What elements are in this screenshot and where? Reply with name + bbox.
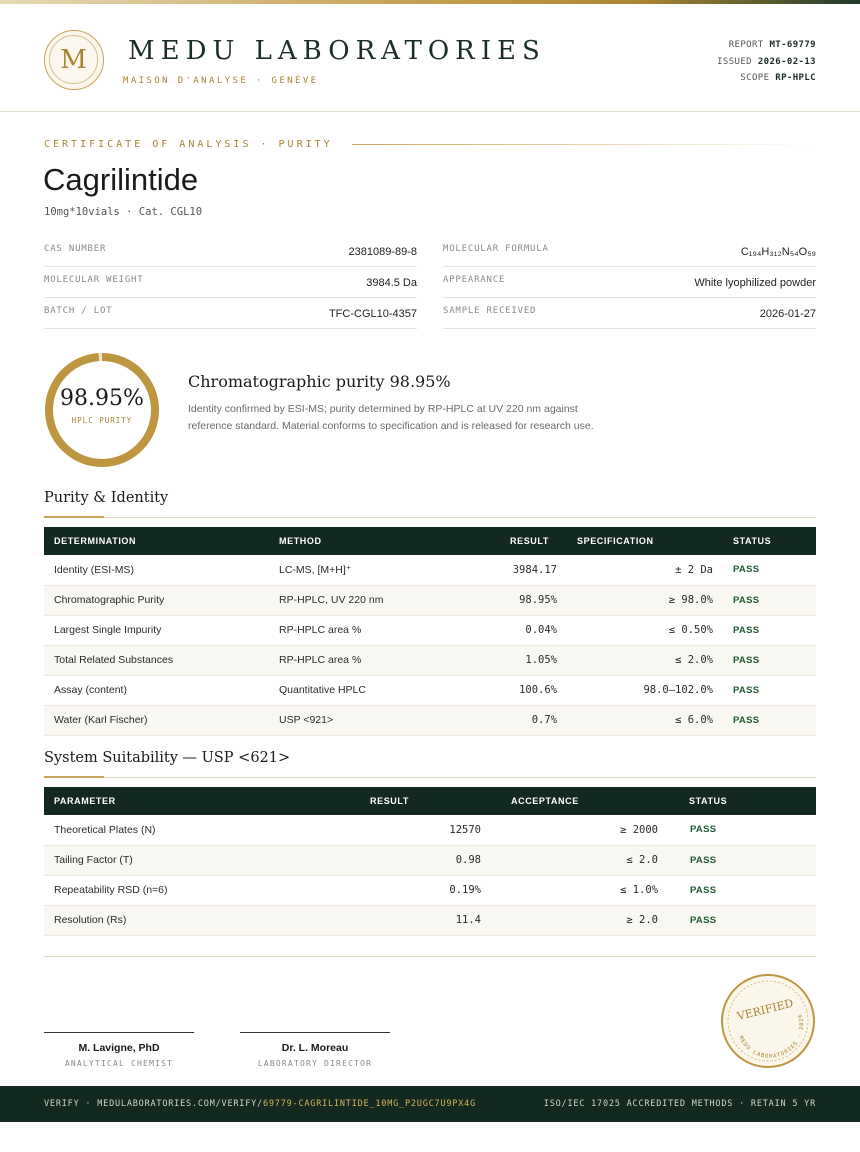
property-label: APPEARANCE	[443, 275, 506, 285]
result-cell: 1.05%	[434, 645, 567, 675]
property-sample-received	[443, 298, 816, 329]
section-rule	[44, 777, 816, 778]
parameter-cell: Repeatability RSD (n=6)	[44, 875, 314, 905]
status-badge: PASS	[723, 615, 816, 645]
table-row	[44, 905, 816, 935]
signatory-role: LABORATORY DIRECTOR	[257, 1059, 373, 1068]
method-cell: RP-HPLC area %	[269, 615, 434, 645]
result-cell: 0.04%	[434, 615, 567, 645]
result-cell: 12570	[314, 815, 493, 845]
result-cell: 0.19%	[314, 875, 493, 905]
result-cell: 0.7%	[434, 705, 567, 735]
product-subtitle: 10mg*10vials · Cat. CGL10	[44, 206, 203, 218]
verify-link[interactable]: VERIFY · MEDULABORATORIES.COM/VERIFY/69779-CAGRILINTIDE_10MG_P2UGC7U9PX4G	[44, 1099, 476, 1109]
property-appearance	[443, 267, 816, 298]
specification-cell: ± 2 Da	[567, 555, 723, 585]
column-header: DETERMINATION	[44, 527, 269, 555]
column-header: METHOD	[269, 527, 434, 555]
status-badge: PASS	[723, 645, 816, 675]
footer	[0, 1086, 860, 1122]
result-cell: 100.6%	[434, 675, 567, 705]
method-cell: USP <921>	[269, 705, 434, 735]
certificate-label: CERTIFICATE OF ANALYSIS · PURITY	[44, 139, 333, 150]
accreditation-note: ISO/IEC 17025 ACCREDITED METHODS · RETAIN 5 YR	[543, 1099, 816, 1109]
column-header: RESULT	[314, 787, 493, 815]
property-value: 2381089-89-8	[348, 246, 417, 258]
purity-description: Identity confirmed by ESI-MS; purity determined by RP-HPLC at UV 220 nm against reference standard. Material conforms to specification and is released for research use.	[188, 403, 594, 432]
status-badge: PASS	[680, 845, 816, 875]
result-cell: 98.95%	[434, 585, 567, 615]
determination-cell: Assay (content)	[44, 675, 269, 705]
column-header: PARAMETER	[44, 787, 314, 815]
method-cell: Quantitative HPLC	[269, 675, 434, 705]
property-batch	[44, 298, 417, 329]
section-accent	[44, 516, 104, 518]
purity-ring-label: HPLC PURITY	[71, 416, 133, 425]
property-molecular-weight	[44, 267, 417, 298]
table-row	[44, 675, 816, 705]
table-row	[44, 815, 816, 845]
status-badge: PASS	[723, 675, 816, 705]
property-cas	[44, 236, 417, 267]
table-row	[44, 645, 816, 675]
signature-section-rule	[44, 956, 816, 957]
status-badge: PASS	[680, 815, 816, 845]
property-value: 2026-01-27	[759, 308, 816, 320]
table-header	[44, 787, 816, 815]
acceptance-cell: ≥ 2000	[493, 815, 680, 845]
purity-value: 98.95%	[60, 386, 144, 411]
specification-cell: ≤ 6.0%	[567, 705, 723, 735]
parameter-cell: Theoretical Plates (N)	[44, 815, 314, 845]
parameter-cell: Tailing Factor (T)	[44, 845, 314, 875]
result-cell: 0.98	[314, 845, 493, 875]
signature-laboratory-director	[240, 1032, 390, 1068]
seal-title: VERIFIED	[735, 996, 795, 1024]
property-value: White lyophilized powder	[694, 277, 816, 289]
property-label: SAMPLE RECEIVED	[443, 306, 537, 316]
logo-letter: M	[49, 35, 98, 84]
status-badge: PASS	[723, 555, 816, 585]
method-cell: RP-HPLC, UV 220 nm	[269, 585, 434, 615]
header	[0, 4, 860, 112]
result-cell: 11.4	[314, 905, 493, 935]
determination-cell: Water (Karl Fischer)	[44, 705, 269, 735]
brand-tagline: MAISON D'ANALYSE · GENÈVE	[123, 76, 319, 86]
suitability-table	[44, 787, 816, 936]
property-formula	[443, 236, 816, 267]
property-value: 3984.5 Da	[366, 277, 417, 289]
report-id-line: REPORT MT-69779	[728, 40, 816, 50]
parameter-cell: Resolution (Rs)	[44, 905, 314, 935]
logo	[44, 30, 104, 90]
purity-section-title: Purity & Identity	[44, 490, 169, 506]
signatory-role: ANALYTICAL CHEMIST	[64, 1059, 174, 1068]
purity-table	[44, 527, 816, 736]
result-cell: 3984.17	[434, 555, 567, 585]
table-row	[44, 585, 816, 615]
purity-headline: Chromatographic purity 98.95%	[188, 372, 451, 391]
issued-line: ISSUED 2026-02-13	[717, 56, 816, 67]
determination-cell: Total Related Substances	[44, 645, 269, 675]
property-label: CAS NUMBER	[44, 244, 107, 254]
column-header: ACCEPTANCE	[493, 787, 680, 815]
specification-cell: ≤ 2.0%	[567, 645, 723, 675]
verified-seal	[720, 973, 816, 1069]
acceptance-cell: ≤ 1.0%	[493, 875, 680, 905]
property-label: MOLECULAR WEIGHT	[44, 275, 144, 285]
column-header: STATUS	[680, 787, 816, 815]
table-row	[44, 615, 816, 645]
determination-cell: Largest Single Impurity	[44, 615, 269, 645]
verify-code[interactable]: 69779-CAGRILINTIDE_10MG_P2UGC7U9PX4G	[262, 1099, 476, 1109]
status-badge: PASS	[680, 875, 816, 905]
acceptance-cell: ≤ 2.0	[493, 845, 680, 875]
method-cell: LC-MS, [M+H]⁺	[269, 555, 434, 585]
status-badge: PASS	[723, 585, 816, 615]
property-label: MOLECULAR FORMULA	[443, 244, 549, 254]
determination-cell: Chromatographic Purity	[44, 585, 269, 615]
suitability-section-title: System Suitability — USP <621>	[44, 750, 291, 766]
table-row	[44, 705, 816, 735]
signatory-name: M. Lavigne, PhD	[78, 1042, 160, 1054]
product-title: Cagrilintide	[43, 162, 199, 197]
determination-cell: Identity (ESI-MS)	[44, 555, 269, 585]
column-header: RESULT	[434, 527, 567, 555]
table-row	[44, 555, 816, 585]
brand-name: MEDU LABORATORIES	[128, 36, 546, 66]
status-badge: PASS	[723, 705, 816, 735]
column-header: STATUS	[723, 527, 816, 555]
seal-ring-text: MEDU LABORATORIES · 2026	[737, 1012, 806, 1060]
column-header: SPECIFICATION	[567, 527, 723, 555]
status-badge: PASS	[680, 905, 816, 935]
method-cell: RP-HPLC area %	[269, 645, 434, 675]
section-accent	[44, 776, 104, 778]
specification-cell: 98.0–102.0%	[567, 675, 723, 705]
specification-cell: ≥ 98.0%	[567, 585, 723, 615]
table-header	[44, 527, 816, 555]
table-row	[44, 875, 816, 905]
property-label: BATCH / LOT	[44, 306, 113, 316]
report-meta	[717, 37, 816, 87]
property-value: C₁₉₄H₃₁₂N₅₄O₅₉	[740, 246, 816, 258]
section-rule	[44, 517, 816, 518]
property-value: TFC-CGL10-4357	[328, 308, 417, 320]
acceptance-cell: ≥ 2.0	[493, 905, 680, 935]
specification-cell: ≤ 0.50%	[567, 615, 723, 645]
scope-line: SCOPE RP-HPLC	[740, 73, 816, 83]
signature-analytical-chemist	[44, 1032, 194, 1068]
certificate-label-rule	[352, 144, 816, 145]
signatory-name: Dr. L. Moreau	[281, 1042, 349, 1054]
table-row	[44, 845, 816, 875]
